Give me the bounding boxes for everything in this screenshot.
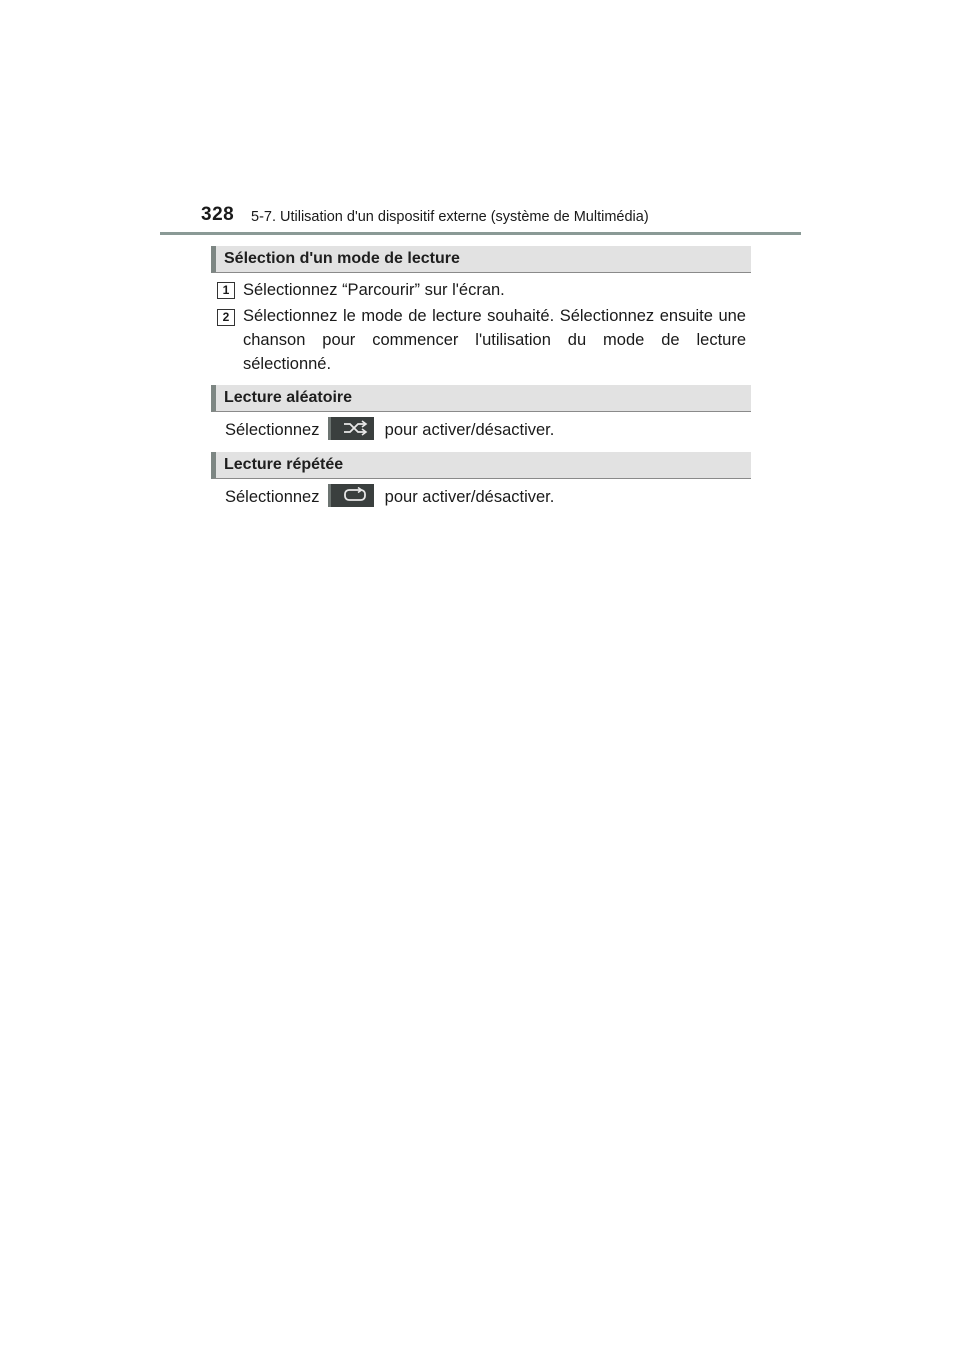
section-heading-label: Lecture aléatoire xyxy=(224,389,353,406)
section-heading-play-mode xyxy=(211,246,751,273)
shuffle-icon xyxy=(342,420,368,436)
step-number-1: 1 xyxy=(217,282,235,299)
repeat-button xyxy=(328,484,374,507)
section-heading-label: Sélection d'un mode de lecture xyxy=(224,250,460,267)
section-heading-label: Lecture répétée xyxy=(224,456,344,473)
instruction-suffix: pour activer/désactiver. xyxy=(384,420,555,439)
repeat-icon xyxy=(342,487,368,503)
step-text-2: Sélectionnez le mode de lecture souhaité. Sélectionnez ensuite une chanson pour commencer l'utilisation du mode de lecture sélectionné. xyxy=(243,307,746,373)
section-heading-shuffle xyxy=(211,385,751,412)
step-text-1: Sélectionnez “Parcourir” sur l'écran. xyxy=(243,281,505,299)
header-rule xyxy=(160,232,801,235)
instruction-suffix: pour activer/désactiver. xyxy=(384,487,555,506)
shuffle-instruction xyxy=(225,419,554,442)
shuffle-button xyxy=(328,417,374,440)
page-number: 328 xyxy=(201,204,235,225)
step-number-2: 2 xyxy=(217,309,235,326)
repeat-instruction xyxy=(225,486,554,509)
instruction-prefix: Sélectionnez xyxy=(225,487,320,506)
running-header: 5-7. Utilisation d'un dispositif externe (système de Multimédia) xyxy=(251,209,649,225)
instruction-prefix: Sélectionnez xyxy=(225,420,320,439)
section-heading-repeat xyxy=(211,452,751,479)
